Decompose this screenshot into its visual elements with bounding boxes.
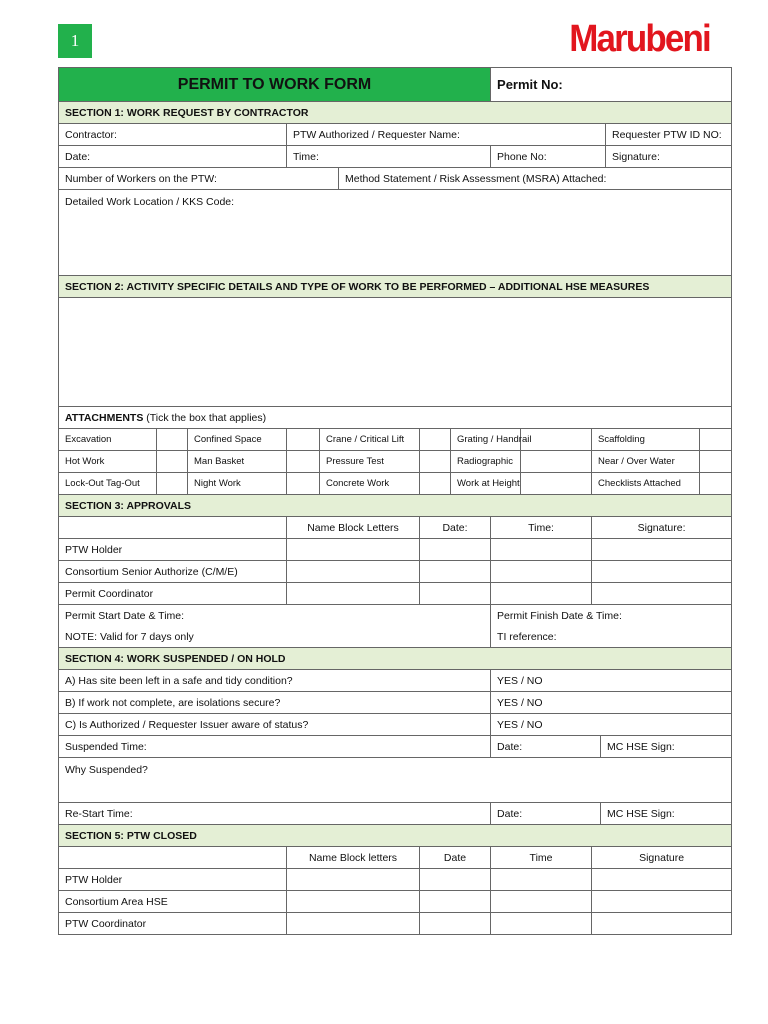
approval-date-cell[interactable]: [420, 561, 491, 583]
approval-signature-cell[interactable]: [592, 561, 732, 583]
marubeni-logo: Marubeni: [569, 18, 710, 60]
attachment-checkbox[interactable]: [700, 429, 732, 451]
attachment-label: Near / Over Water: [592, 451, 700, 473]
closure-name-cell[interactable]: [287, 869, 420, 891]
attachment-checkbox[interactable]: [420, 451, 451, 473]
approval-name-cell[interactable]: [287, 583, 420, 605]
closure-name-header: Name Block letters: [287, 847, 420, 869]
yes-no-answer[interactable]: YES / NO: [491, 714, 732, 736]
approval-signature-cell[interactable]: [592, 583, 732, 605]
attachment-checkbox[interactable]: [521, 473, 592, 495]
workers-field[interactable]: Number of Workers on the PTW:: [59, 168, 339, 190]
attachment-label: Excavation: [59, 429, 157, 451]
permit-finish-field[interactable]: Permit Finish Date & Time:: [491, 605, 732, 627]
attachment-checkbox[interactable]: [157, 451, 188, 473]
closure-name-cell[interactable]: [287, 913, 420, 935]
activity-details-area[interactable]: [59, 298, 732, 407]
closure-signature-header: Signature: [592, 847, 732, 869]
attachment-label: Grating / Handrail: [451, 429, 521, 451]
requester-name-field[interactable]: PTW Authorized / Requester Name:: [287, 124, 606, 146]
attachment-checkbox[interactable]: [700, 451, 732, 473]
attachment-label: Concrete Work: [320, 473, 420, 495]
closure-date-cell[interactable]: [420, 913, 491, 935]
section-5-header: SECTION 5: PTW CLOSED: [59, 825, 732, 847]
attachment-label: Confined Space: [188, 429, 287, 451]
closure-time-cell[interactable]: [491, 913, 592, 935]
closure-date-cell[interactable]: [420, 869, 491, 891]
suspension-question: C) Is Authorized / Requester Issuer aware of status?: [59, 714, 491, 736]
work-location-field[interactable]: Detailed Work Location / KKS Code:: [59, 190, 732, 276]
attachment-checkbox[interactable]: [700, 473, 732, 495]
permit-form: [58, 67, 732, 935]
attachment-checkbox[interactable]: [157, 429, 188, 451]
section-1-header: SECTION 1: WORK REQUEST BY CONTRACTOR: [59, 102, 732, 124]
date-field[interactable]: Date:: [59, 146, 287, 168]
permit-no-field[interactable]: Permit No:: [491, 68, 732, 102]
requester-id-field[interactable]: Requester PTW ID NO:: [606, 124, 732, 146]
attachment-checkbox[interactable]: [521, 429, 592, 451]
approvals-date-header: Date:: [420, 517, 491, 539]
suspension-question: B) If work not complete, are isolations secure?: [59, 692, 491, 714]
form-title: PERMIT TO WORK FORM: [59, 68, 491, 102]
attachment-label: Man Basket: [188, 451, 287, 473]
approval-time-cell[interactable]: [491, 561, 592, 583]
closure-role: Consortium Area HSE: [59, 891, 287, 913]
contractor-field[interactable]: Contractor:: [59, 124, 287, 146]
why-suspended-field[interactable]: Why Suspended?: [59, 758, 732, 803]
closure-signature-cell[interactable]: [592, 891, 732, 913]
page-number-badge: 1: [58, 24, 92, 58]
approval-date-cell[interactable]: [420, 539, 491, 561]
approvals-name-header: Name Block Letters: [287, 517, 420, 539]
attachment-checkbox[interactable]: [420, 473, 451, 495]
approval-time-cell[interactable]: [491, 583, 592, 605]
approval-name-cell[interactable]: [287, 539, 420, 561]
section-4-header: SECTION 4: WORK SUSPENDED / ON HOLD: [59, 648, 732, 670]
attachments-note: (Tick the box that applies): [146, 411, 267, 424]
suspension-question: A) Has site been left in a safe and tidy condition?: [59, 670, 491, 692]
closure-time-cell[interactable]: [491, 869, 592, 891]
attachment-label: Radiographic: [451, 451, 521, 473]
closure-date-header: Date: [420, 847, 491, 869]
suspended-time-field[interactable]: Suspended Time:: [59, 736, 491, 758]
attachment-checkbox[interactable]: [287, 473, 320, 495]
restart-time-field[interactable]: Re-Start Time:: [59, 803, 491, 825]
yes-no-answer[interactable]: YES / NO: [491, 692, 732, 714]
approval-name-cell[interactable]: [287, 561, 420, 583]
attachment-label: Crane / Critical Lift: [320, 429, 420, 451]
attachment-label: Checklists Attached: [592, 473, 700, 495]
attachments-label: ATTACHMENTS: [65, 411, 144, 424]
attachments-header: [59, 407, 732, 429]
approval-role: Permit Coordinator: [59, 583, 287, 605]
closure-role: PTW Coordinator: [59, 913, 287, 935]
closure-signature-cell[interactable]: [592, 869, 732, 891]
attachment-checkbox[interactable]: [420, 429, 451, 451]
closure-date-cell[interactable]: [420, 891, 491, 913]
signature-field[interactable]: Signature:: [606, 146, 732, 168]
closure-time-cell[interactable]: [491, 891, 592, 913]
permit-start-field[interactable]: Permit Start Date & Time:: [59, 605, 491, 627]
approvals-time-header: Time:: [491, 517, 592, 539]
attachment-label: Work at Height: [451, 473, 521, 495]
closure-name-cell[interactable]: [287, 891, 420, 913]
attachment-checkbox[interactable]: [287, 429, 320, 451]
phone-field[interactable]: Phone No:: [491, 146, 606, 168]
approvals-signature-header: Signature:: [592, 517, 732, 539]
restart-hse-sign-field[interactable]: MC HSE Sign:: [601, 803, 732, 825]
closure-signature-cell[interactable]: [592, 913, 732, 935]
validity-note: NOTE: Valid for 7 days only: [59, 626, 491, 648]
attachment-label: Hot Work: [59, 451, 157, 473]
approvals-blank-header: [59, 517, 287, 539]
attachment-label: Scaffolding: [592, 429, 700, 451]
closure-role: PTW Holder: [59, 869, 287, 891]
attachment-label: Lock-Out Tag-Out: [59, 473, 157, 495]
section-3-header: SECTION 3: APPROVALS: [59, 495, 732, 517]
attachment-label: Night Work: [188, 473, 287, 495]
time-field[interactable]: Time:: [287, 146, 491, 168]
approval-date-cell[interactable]: [420, 583, 491, 605]
approval-role: Consortium Senior Authorize (C/M/E): [59, 561, 287, 583]
section-2-header: SECTION 2: ACTIVITY SPECIFIC DETAILS AND TYPE OF WORK TO BE PERFORMED – ADDITIONAL HSE MEASURES: [59, 276, 732, 298]
attachment-label: Pressure Test: [320, 451, 420, 473]
attachment-checkbox[interactable]: [157, 473, 188, 495]
yes-no-answer[interactable]: YES / NO: [491, 670, 732, 692]
suspended-hse-sign-field[interactable]: MC HSE Sign:: [601, 736, 732, 758]
approval-role: PTW Holder: [59, 539, 287, 561]
attachment-checkbox[interactable]: [287, 451, 320, 473]
approval-signature-cell[interactable]: [592, 539, 732, 561]
restart-date-field[interactable]: Date:: [491, 803, 601, 825]
ti-reference-field[interactable]: TI reference:: [491, 626, 732, 648]
msra-field[interactable]: Method Statement / Risk Assessment (MSRA) Attached:: [339, 168, 732, 190]
approval-time-cell[interactable]: [491, 539, 592, 561]
attachment-checkbox[interactable]: [521, 451, 592, 473]
suspended-date-field[interactable]: Date:: [491, 736, 601, 758]
closure-blank-header: [59, 847, 287, 869]
closure-time-header: Time: [491, 847, 592, 869]
